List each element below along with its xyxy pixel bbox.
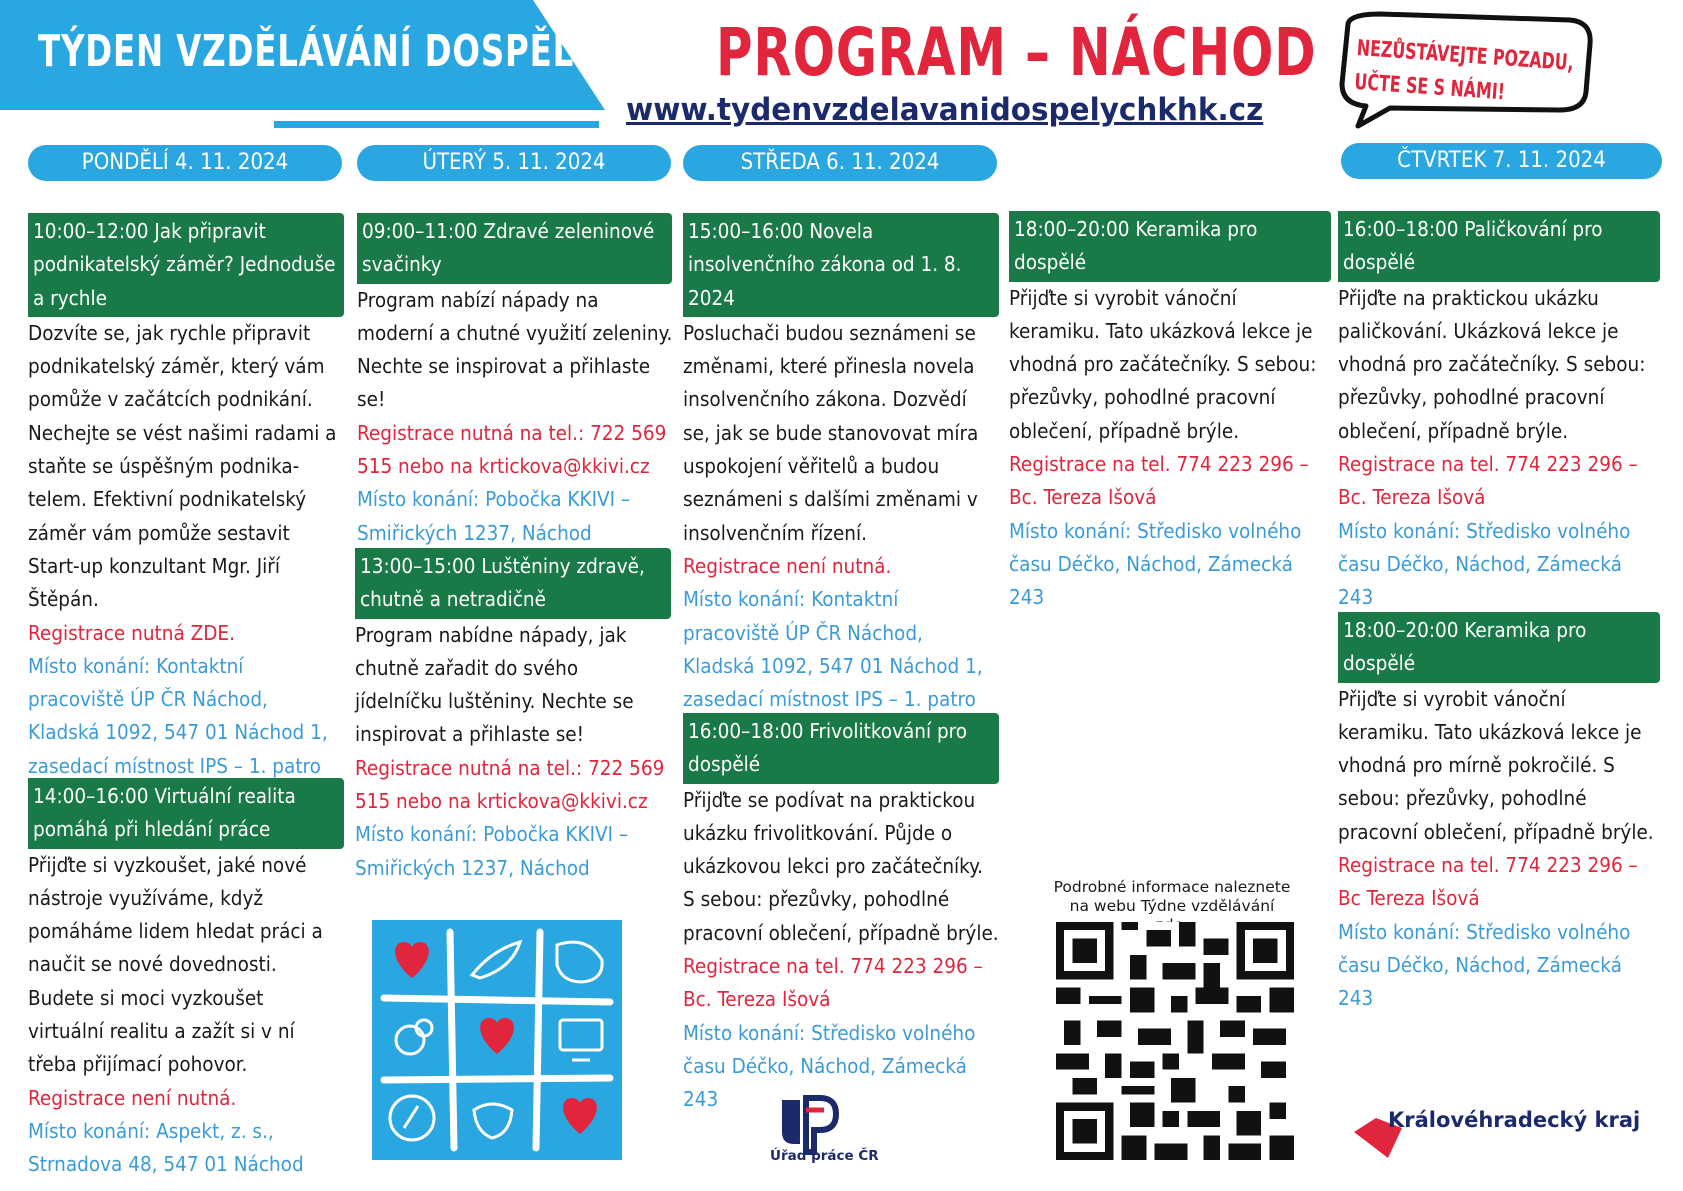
- event-tue-1: [357, 213, 677, 550]
- event-registration[interactable]: Registrace na tel. 774 223 296 – Bc. Tereza Išová: [1009, 452, 1309, 510]
- event-description-text: Přijďte si vyzkoušet, jaké nové nástroje využíváme, když pomáháme lidem hledat práci a naučit se nové dovednosti. Budete si moci vyzkoušet virtuální realitu a zažít si v ní třeba přijímací pohovor.: [28, 852, 323, 1077]
- event-description: Program nabídne nápady, jak chutně zařadit do svého jídelníčku luštěniny. Nechte se inspirovat a přihlaste se!: [355, 622, 634, 747]
- event-title: 16:00–18:00 Frivolitkování pro dospělé: [683, 713, 999, 784]
- event-registration[interactable]: Registrace na tel. 774 223 296 – Bc. Tereza Išová: [1338, 452, 1638, 510]
- program-title: PROGRAM – NÁCHOD: [716, 14, 1317, 91]
- event-place: Místo konání: Kontaktní pracoviště ÚP ČR Náchod, Kladská 1092, 547 01 Náchod 1, zasedací místnost IPS – 1. patro: [683, 587, 983, 712]
- event-thu-2: [1338, 612, 1660, 1016]
- event-place: Místo konání: Pobočka KKIVI – Smiřických 1237, Náchod: [357, 487, 631, 545]
- day-header-monday: PONDĚLÍ 4. 11. 2024: [28, 145, 342, 181]
- event-description: Přijďte si vyrobit vánoční keramiku. Tato ukázková lekce je vhodná pro mírně pokročilé. S sebou: přezůvky, pohodlné pracovní oblečení, případně brýle.: [1338, 686, 1654, 844]
- event-registration[interactable]: Registrace nutná na tel.: 722 569 515 nebo na krtickova@kkivi.cz: [357, 420, 667, 479]
- event-title: 09:00–11:00 Zdravé zeleninové svačinky: [357, 213, 672, 284]
- event-description: Přijďte se podívat na praktickou ukázku frivolitkování. Půjde o ukázkovou lekci pro začátečníky. S sebou: přezůvky, pohodlné pracovní oblečení, případně brýle.: [683, 787, 999, 945]
- day-header-wednesday: STŘEDA 6. 11. 2024: [683, 145, 997, 181]
- event-place: Místo konání: Středisko volného času Déčko, Náchod, Zámecká 243: [1338, 518, 1631, 610]
- event-title: 10:00–12:00 Jak připravit podnikatelský záměr? Jednoduše a rychle: [28, 213, 344, 317]
- event-place: Místo konání: Pobočka KKIVI – Smiřických 1237, Náchod: [355, 822, 629, 880]
- event-title: 18:00–20:00 Keramika pro dospělé: [1009, 211, 1331, 282]
- event-description: Program nabízí nápady na moderní a chutné využití zeleniny. Nechte se inspirovat a přihlaste se!: [357, 287, 673, 412]
- event-title: 15:00–16:00 Novela insolvenčního zákona od 1. 8. 2024: [683, 213, 999, 317]
- event-wed-3: [1009, 211, 1331, 615]
- event-place: Místo konání: Aspekt, z. s., Strnadova 48, 547 01 Náchod: [28, 1118, 304, 1177]
- bubble-line-2: UČTE SE S NÁMI!: [1353, 69, 1506, 106]
- website-link[interactable]: www.tydenvzdelavanidospelychkhk.cz: [626, 92, 1264, 128]
- event-description: Posluchači budou seznámeni se změnami, které přinesla novela insolvenčního zákona. Dozvědí se, jak se bude stanovovat míra uspokojení věřitelů a budou seznámeni s dalšími změnami v insolvenčním řízení.: [683, 320, 979, 545]
- qr-caption: Podrobné informace naleznete na webu Týdne vzdělávání: [1053, 878, 1291, 915]
- event-registration[interactable]: Registrace nutná ZDE.: [28, 620, 235, 645]
- kraj-label: Královéhradecký kraj: [1388, 1108, 1641, 1132]
- urad-prace-label: Úřad práce ČR: [770, 1148, 879, 1164]
- event-wed-1: [683, 213, 999, 716]
- event-wed-2: [683, 713, 999, 1117]
- event-description: Dozvíte se, jak rychle připravit podnikatelský záměr, který vám pomůže v začátcích podnikání. Nechejte se vést našimi radami a staňte se úspěšným podnika-telem. Efektivní podnikatelský záměr vám pomůže sestavit Start-up konzultant Mgr. Jiří Štěpán.: [28, 320, 337, 612]
- event-title: 14:00–16:00 Virtuální realita pomáhá při hledání práce: [28, 778, 344, 849]
- day-header-tuesday: ÚTERÝ 5. 11. 2024: [357, 145, 671, 181]
- event-registration[interactable]: Registrace na tel. 774 223 296 – Bc Tereza Išová: [1338, 853, 1638, 911]
- activities-illustration: [372, 920, 622, 1160]
- event-place: Místo konání: Kontaktní pracoviště ÚP ČR Náchod, Kladská 1092, 547 01 Náchod 1, zasedací místnost IPS – 1. patro: [28, 653, 328, 778]
- event-registration[interactable]: Registrace nutná na tel.: 722 569 515 nebo na krtickova@kkivi.cz: [355, 755, 665, 814]
- event-place: Místo konání: Středisko volného času Déčko, Náchod, Zámecká 243: [1338, 919, 1631, 1011]
- bubble-line-1: NEZŮSTÁVEJTE POZADU,: [1355, 35, 1575, 77]
- banner-underline: [274, 121, 599, 128]
- event-title: 16:00–18:00 Paličkování pro dospělé: [1338, 211, 1660, 282]
- banner-title: TÝDEN VZDĚLÁVÁNÍ DOSPĚLÝCH: [38, 26, 645, 77]
- event-registration: Registrace není nutná.: [683, 553, 892, 578]
- event-thu-1: [1338, 211, 1660, 615]
- event-description: Přijďte na praktickou ukázku paličkování. Ukázková lekce je vhodná pro začátečníky. S sebou: přezůvky, pohodlné pracovní oblečení, případně brýle.: [1338, 285, 1646, 443]
- event-mon-1: [28, 213, 344, 783]
- event-title: 13:00–15:00 Luštěniny zdravě, chutně a netradičně: [355, 548, 671, 619]
- event-place: Místo konání: Středisko volného času Déčko, Náchod, Zámecká 243: [683, 1020, 976, 1112]
- event-description: [28, 849, 344, 1115]
- event-mon-2: [28, 778, 344, 1182]
- event-registration[interactable]: Registrace na tel. 774 223 296 – Bc. Tereza Išová: [683, 954, 983, 1012]
- event-registration: Registrace není nutná.: [28, 1085, 237, 1110]
- event-place: Místo konání: Středisko volného času Déčko, Náchod, Zámecká 243: [1009, 518, 1302, 610]
- event-title: 18:00–20:00 Keramika pro dospělé: [1338, 612, 1660, 683]
- event-description: Přijďte si vyrobit vánoční keramiku. Tato ukázková lekce je vhodná pro začátečníky. S sebou: přezůvky, pohodlné pracovní oblečení, případně brýle.: [1009, 285, 1317, 443]
- qr-code-icon[interactable]: [1056, 922, 1294, 1160]
- day-header-thursday: ČTVRTEK 7. 11. 2024: [1341, 143, 1662, 179]
- event-tue-2: [355, 548, 671, 885]
